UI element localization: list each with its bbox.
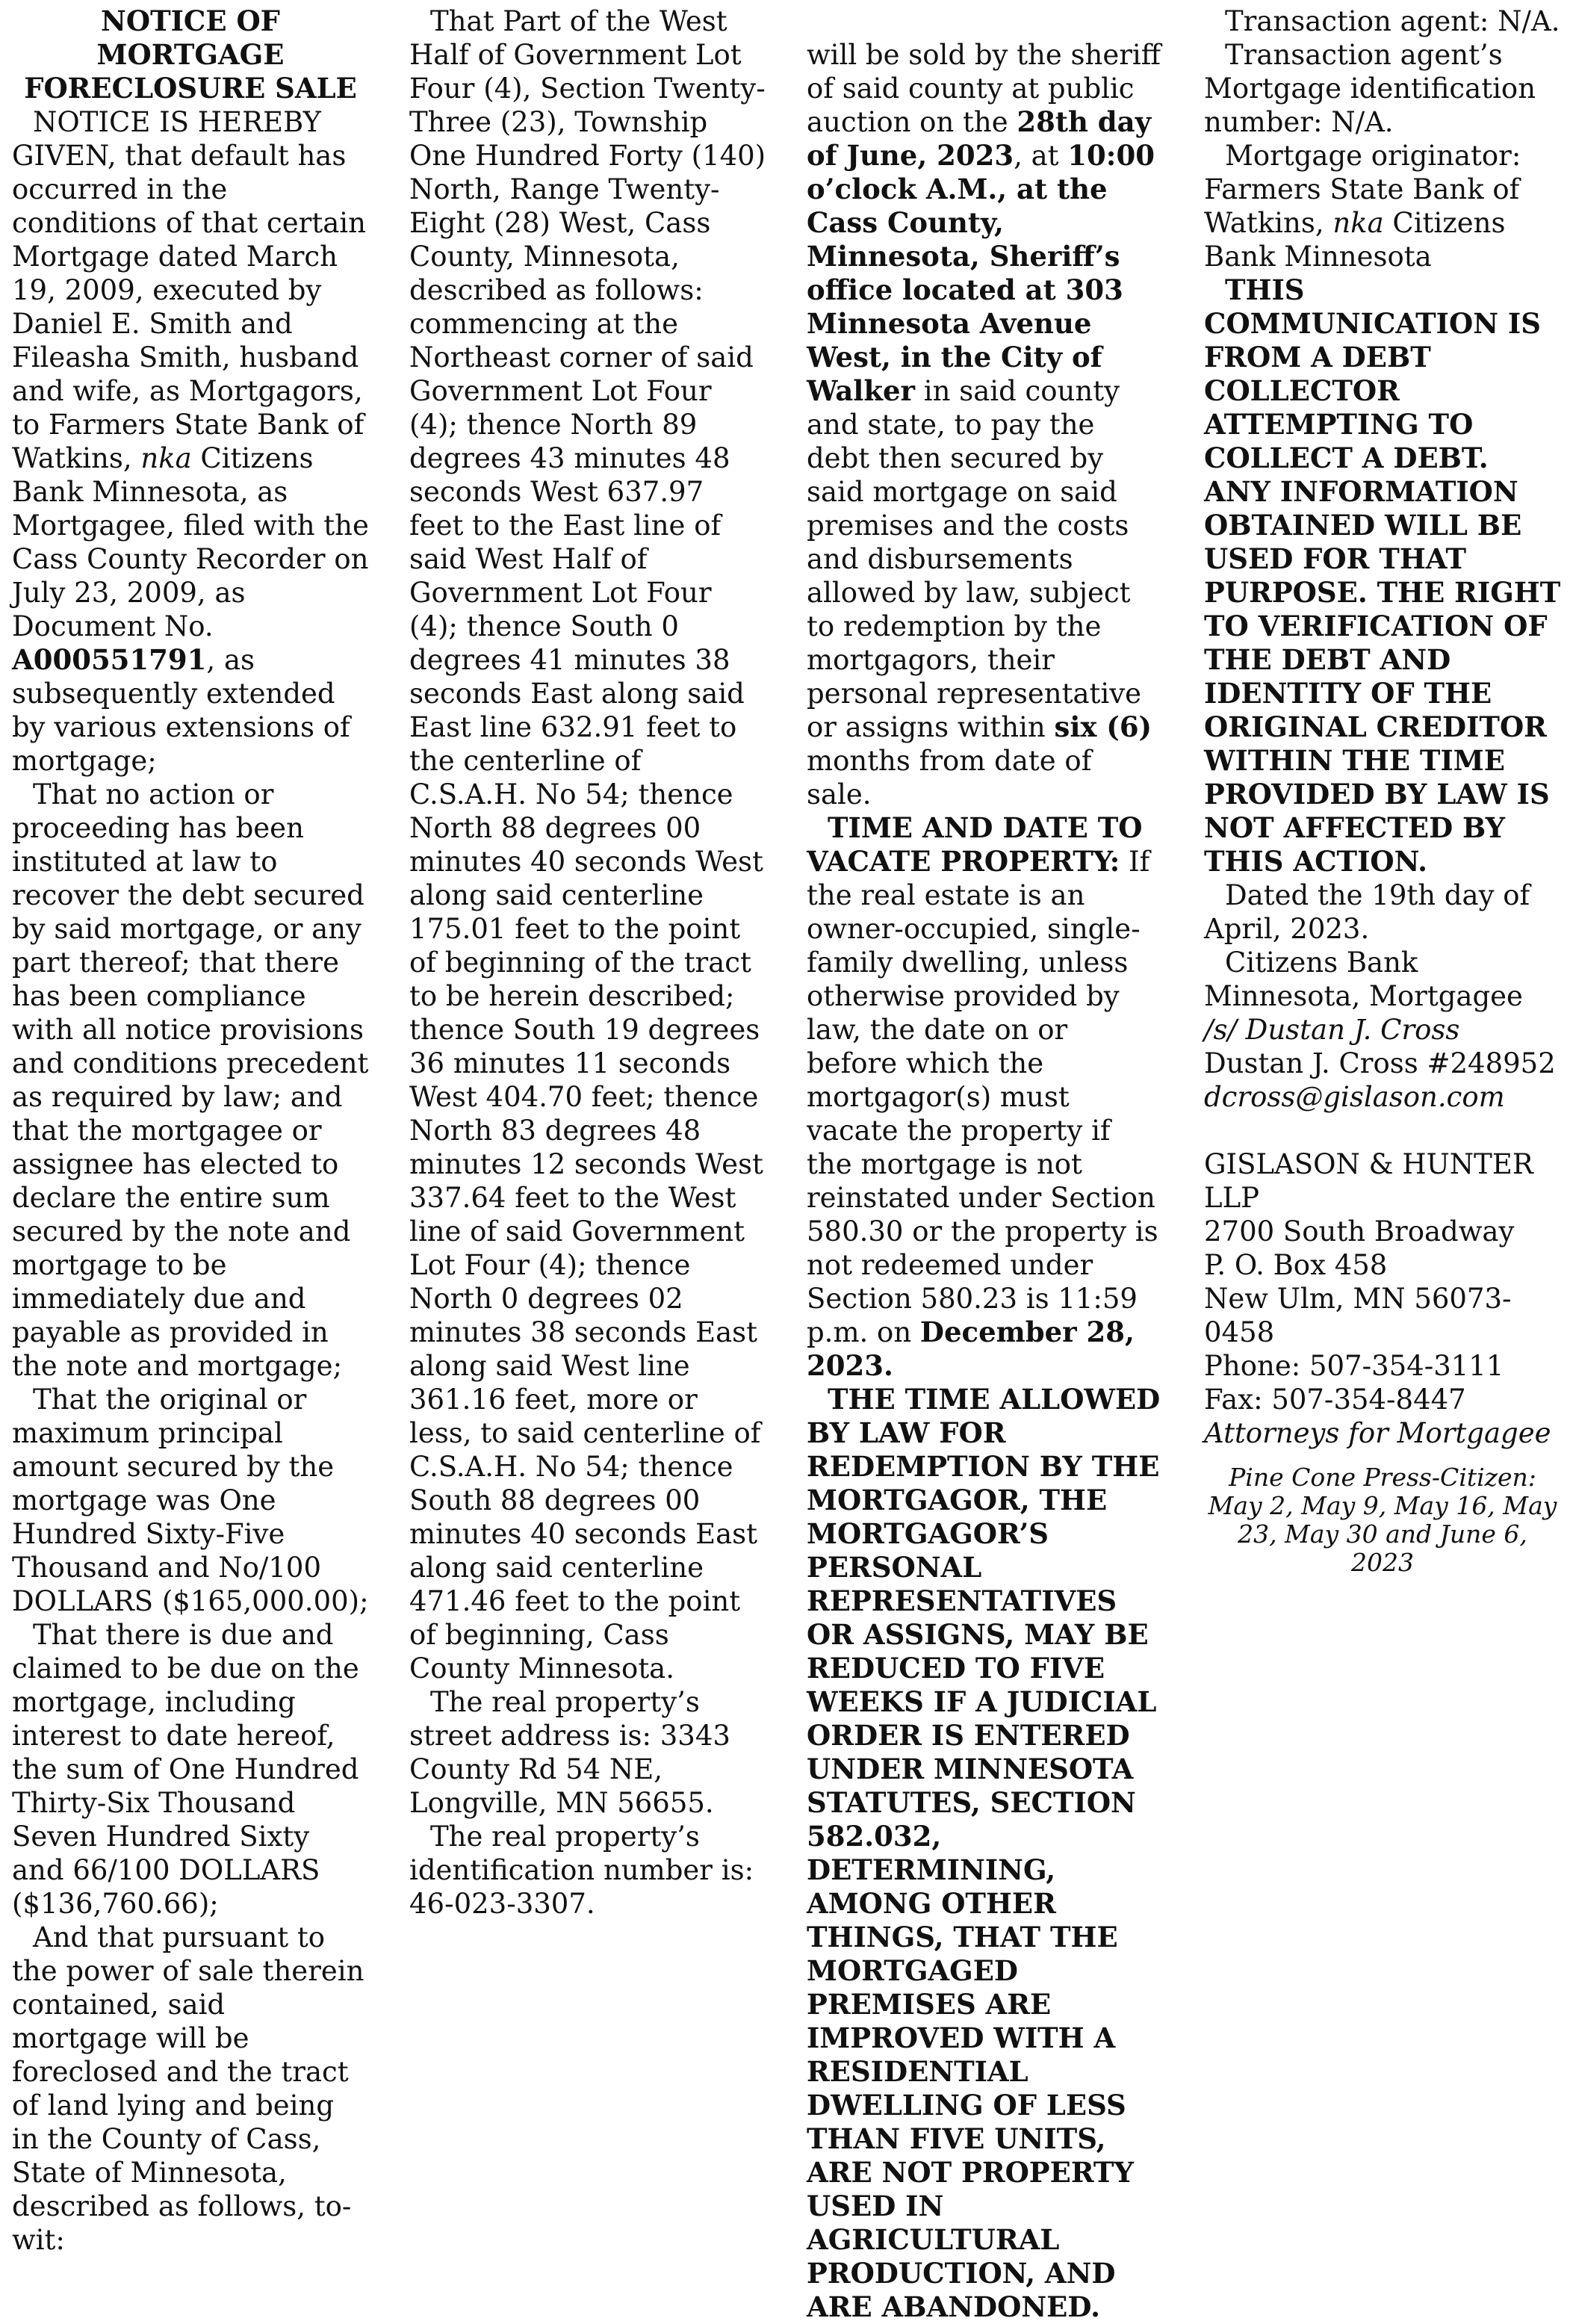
text-segment: nka — [140, 442, 192, 474]
notice-paragraph — [1204, 1282, 1561, 1349]
text-segment: 2700 South Broadway — [1204, 1215, 1515, 1248]
notice-paragraph — [1204, 1248, 1561, 1282]
text-segment: December 28, 2023. — [807, 1316, 1135, 1382]
text-segment: Dustan J. Cross #248952 — [1204, 1047, 1556, 1079]
text-segment: If the real estate is an owner-occupied, single-family dwelling, unless otherwise provided by law, the date on or before which the mortgagor(s) must vacate the property if the mortgage is not reinstated under Section 580.30 or the property is not redeemed under Section 580.23 is 11:59 p.m. on — [807, 846, 1158, 1348]
text-segment: Citizens Bank Minnesota, Mortgagee — [1204, 946, 1523, 1012]
text-segment: in said county and state, to pay the debt then secured by said mortgage on said premises and the costs and disbursements allowed by law, subject to redemption by the mortgagors, their personal representative or assigns within — [807, 375, 1142, 743]
text-segment: nka — [1332, 207, 1384, 239]
notice-paragraph — [1204, 1215, 1561, 1248]
text-segment: NOTICE OF MORTGAGE FORECLOSURE SALE — [24, 4, 357, 105]
notice-paragraph — [1204, 1147, 1561, 1215]
notice-paragraph — [1204, 4, 1561, 38]
text-segment: THIS COMMUNICATION IS FROM A DEBT COLLECTOR ATTEMPTING TO COLLECT A DEBT. ANY INFORMATION OBTAINED WILL BE USED FOR THAT PURPOSE. THE RIGHT TO VERIFICATION OF THE DEBT AND IDENTITY OF THE ORIGINAL CREDITOR WITHIN THE TIME PROVIDED BY LAW IS NOT AFFECTED BY THIS ACTION. — [1204, 273, 1561, 878]
text-segment: Transaction agent’s Mortgage identification number: N/A. — [1204, 39, 1536, 138]
text-segment: Attorneys for Mortgagee — [1204, 1417, 1551, 1449]
text-segment: Phone: 507-354-3111 — [1204, 1350, 1504, 1382]
notice-paragraph — [1204, 1080, 1561, 1114]
text-segment: A000551791 — [12, 643, 207, 676]
text-segment: That there is due and claimed to be due on the mortgage, including interest to date hereof, the sum of One Hundred Thirty-Six Thousand Seven Hundred Sixty and 66/100 DOLLARS ($136,760.66); — [12, 1619, 359, 1920]
text-segment: Citizens Bank Minnesota — [1204, 207, 1506, 273]
notice-paragraph — [12, 1383, 369, 1618]
notice-paragraph — [807, 1383, 1164, 2324]
text-segment: 28th day of June, 2023 — [807, 105, 1152, 172]
notice-headline — [12, 4, 369, 105]
notice-paragraph — [807, 811, 1164, 1383]
notice-paragraph — [1204, 1047, 1561, 1080]
notice-paragraph — [1204, 1349, 1561, 1383]
notice-paragraph — [409, 1685, 766, 1820]
notice-paragraph — [1204, 1013, 1561, 1047]
text-segment: , as subsequently extended by various extensions of mortgage; — [12, 644, 350, 777]
text-segment: Dated the 19th day of April, 2023. — [1204, 879, 1530, 945]
column-3 — [807, 4, 1164, 2323]
text-segment: That no action or proceeding has been instituted at law to recover the debt secured by said mortgage, or any part thereof; that there has been compliance with all notice provisions and conditions precedent as required by law; and that the mortgagee or assignee has elected to declare the entire sum secured by the note and mortgage to be immediately due and payable as provided in the note and mortgage; — [12, 778, 369, 1382]
text-segment: Fax: 507-354-8447 — [1204, 1383, 1466, 1416]
notice-paragraph — [1204, 946, 1561, 1013]
notice-paragraph — [12, 1618, 369, 1921]
text-segment: months from date of sale. — [807, 745, 1092, 811]
text-segment: The real property’s street address is: 3343 County Rd 54 NE, Longville, MN 56655. — [409, 1686, 730, 1819]
text-segment: Citizens Bank Minnesota, as Mortgagee, filed with the Cass County Recorder on July 23, 2009, as Document No. — [12, 442, 369, 642]
notice-paragraph — [409, 1820, 766, 1921]
notice-paragraph — [12, 1921, 369, 2257]
notice-paragraph — [1204, 879, 1561, 946]
text-segment: 10:00 o’clock A.M., at the Cass County, Minnesota, Sheriff’s office located at 303 Minnesota Avenue West, in the City of Walker — [807, 139, 1155, 407]
text-segment: That Part of the West Half of Government Lot Four (4), Section Twenty-Three (23), Township One Hundred Forty (140) North, Range Twenty-Eight (28) West, Cass County, Minnesota, described as follows: commencing at the Northeast corner of said Government Lot Four (4); thence North 89 degrees 43 minutes 48 seconds West 637.97 feet to the East line of said West Half of Government Lot Four (4); thence South 0 degrees 41 minutes 38 seconds East along said East line 632.91 feet to the centerline of C.S.A.H. No 54; thence North 88 degrees 00 minutes 40 seconds West along said centerline 175.01 feet to the point of beginning of the tract to be herein described; thence South 19 degrees 36 minutes 11 seconds West 404.70 feet; thence North 83 degrees 48 minutes 12 seconds West 337.64 feet to the West line of said Government Lot Four (4); thence North 0 degrees 02 minutes 38 seconds East along said West line 361.16 feet, more or less, to said centerline of C.S.A.H. No 54; thence South 88 degrees 00 minutes 40 seconds East along said centerline 471.46 feet to the point of beginning, Cass County Minnesota. — [409, 5, 766, 1685]
notice-paragraph — [12, 778, 369, 1383]
text-segment: That the original or maximum principal amount secured by the mortgage was One Hundred Sixty-Five Thousand and No/100 DOLLARS ($165,000.00); — [12, 1383, 369, 1617]
text-segment: Pine Cone Press-Citizen: May 2, May 9, May 16, May 23, May 30 and June 6, 2023 — [1208, 1463, 1557, 1577]
notice-paragraph — [1204, 139, 1561, 273]
text-segment: New Ulm, MN 56073-0458 — [1204, 1283, 1512, 1348]
text-segment: dcross@gislason.com — [1204, 1081, 1505, 1113]
text-segment: Mortgage originator: Farmers State Bank of Watkins, — [1204, 140, 1521, 239]
notice-paragraph — [807, 38, 1164, 811]
notice-paragraph — [1204, 1416, 1561, 1450]
publication-note — [1204, 1463, 1561, 1577]
notice-paragraph — [1204, 1383, 1561, 1416]
text-segment: /s/ Dustan J. Cross — [1204, 1014, 1460, 1046]
text-segment: six (6) — [1054, 710, 1152, 743]
text-segment: P. O. Box 458 — [1204, 1249, 1388, 1281]
column-4 — [1204, 4, 1561, 1872]
text-segment: , at — [1014, 140, 1068, 172]
column-1 — [12, 4, 369, 2256]
text-segment: GISLASON & HUNTER LLP — [1204, 1148, 1533, 1214]
text-segment: NOTICE IS HEREBY GIVEN, that default has occurred in the conditions of that certain Mortgage dated March 19, 2009, executed by Daniel E. Smith and Fileasha Smith, husband and wife, as Mortgagors, to Farmers State Bank of Watkins, — [12, 106, 366, 474]
notice-paragraph — [409, 4, 766, 1685]
notice-paragraph — [1204, 38, 1561, 139]
column-2 — [409, 4, 766, 1920]
text-segment: And that pursuant to the power of sale therein contained, said mortgage will be foreclosed and the tract of land lying and being in the County of Cass, State of Minnesota, described as follows, to-wit: — [12, 1921, 364, 2256]
text-segment: The real property’s identification number is: 46-023-3307. — [409, 1821, 754, 1920]
text-segment: Transaction agent: N/A. — [1225, 5, 1560, 37]
notice-paragraph — [1204, 273, 1561, 879]
text-segment: TIME AND DATE TO VACATE PROPERTY: — [807, 811, 1143, 878]
text-segment: THE TIME ALLOWED BY LAW FOR REDEMPTION BY THE MORTGAGOR, THE MORTGAGOR’S PERSONAL REPRESENTATIVES OR ASSIGNS, MAY BE REDUCED TO FIVE WEEKS IF A JUDICIAL ORDER IS ENTERED UNDER MINNESOTA STATUTES, SECTION 582.032, DETERMINING, AMONG OTHER THINGS, THAT THE MORTGAGED PREMISES ARE IMPROVED WITH A RESIDENTIAL DWELLING OF LESS THAN FIVE UNITS, ARE NOT PROPERTY USED IN AGRICULTURAL PRODUCTION, AND ARE ABANDONED. — [807, 1383, 1161, 2323]
notice-paragraph — [12, 105, 369, 778]
text-segment: will be sold by the sheriff of said county at public auction on the — [807, 39, 1161, 138]
